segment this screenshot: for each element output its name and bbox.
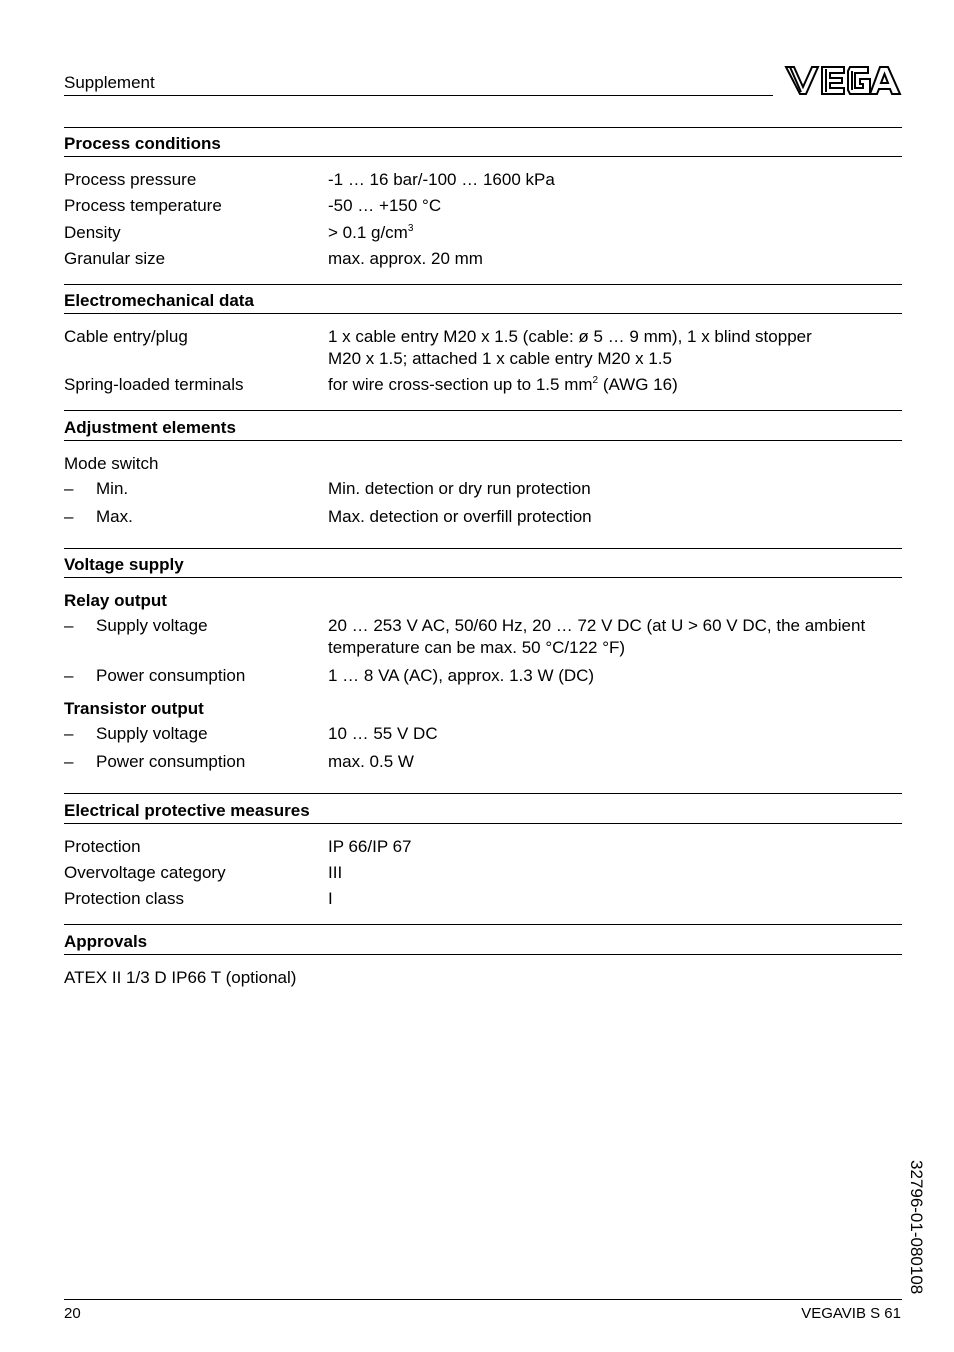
section-title-voltage: Voltage supply [64,555,184,574]
cable-entry-value-line1: 1 x cable entry M20 x 1.5 (cable: ø 5 … 9 mm), 1 x blind stopper [328,327,812,346]
process-temperature-label: Process temperature [64,196,222,215]
approvals-text: ATEX II 1/3 D IP66 T (optional) [64,968,297,987]
document-code: 32796-01-080108 [907,1160,926,1295]
process-pressure-label: Process pressure [64,170,197,189]
transistor-output-title: Transistor output [64,699,204,718]
relay-supply-value-line1: 20 … 253 V AC, 50/60 Hz, 20 … 72 V DC (at U > 60 V DC, the ambient [328,616,866,635]
list-dash: – [64,479,74,498]
mode-switch-label: Mode switch [64,454,159,473]
mode-max-label: Max. [96,507,133,526]
section-title-process: Process conditions [64,134,221,153]
footer-rule [64,1299,902,1300]
transistor-supply-label: Supply voltage [96,724,208,743]
list-dash: – [64,752,74,771]
section-title-electromechanical: Electromechanical data [64,291,254,310]
relay-power-label: Power consumption [96,666,246,685]
granular-size-label: Granular size [64,249,166,268]
list-dash: – [64,507,74,526]
granular-size-value: max. approx. 20 mm [328,249,483,268]
protection-value: IP 66/IP 67 [328,837,412,856]
list-dash: – [64,724,74,743]
overvoltage-label: Overvoltage category [64,863,226,882]
cable-entry-label: Cable entry/plug [64,327,188,346]
vega-logo [784,63,902,97]
cable-entry-value-line2: M20 x 1.5; attached 1 x cable entry M20 x 1.5 [328,349,672,368]
protection-class-label: Protection class [64,889,184,908]
relay-power-value: 1 … 8 VA (AC), approx. 1.3 W (DC) [328,666,595,685]
spring-terminals-label: Spring-loaded terminals [64,375,244,394]
section-title-approvals: Approvals [64,932,148,951]
process-pressure-value: -1 … 16 bar/-100 … 1600 kPa [328,170,555,189]
header-rule [64,95,773,96]
density-value: > 0.1 $g/cm^3$ [328,223,414,242]
list-dash: – [64,666,74,685]
relay-supply-value-line2: temperature can be max. 50 °C/122 °F) [328,638,626,657]
list-dash: – [64,616,74,635]
transistor-power-label: Power consumption [96,752,246,771]
product-name: VEGAVIB S 61 [801,1305,901,1322]
page-number: 20 [64,1305,81,1322]
density-label: Density [64,223,121,242]
relay-supply-label: Supply voltage [96,616,208,635]
spring-terminals-value: for wire cross-section up to 1.5 $mm^2$ (AWG 16) [328,375,678,394]
header-title: Supplement [64,73,155,92]
mode-max-value: Max. detection or overfill protection [328,507,592,526]
relay-output-title: Relay output [64,591,167,610]
section-title-electrical: Electrical protective measures [64,801,310,820]
transistor-supply-value: 10 … 55 V DC [328,724,438,743]
mode-min-value: Min. detection or dry run protection [328,479,591,498]
mode-min-label: Min. [96,479,129,498]
process-temperature-value: -50 … +150 °C [328,196,442,215]
protection-class-value: I [328,889,333,908]
overvoltage-value: III [328,863,343,882]
transistor-power-value: max. 0.5 W [328,752,414,771]
section-title-adjustment: Adjustment elements [64,418,236,437]
protection-label: Protection [64,837,141,856]
